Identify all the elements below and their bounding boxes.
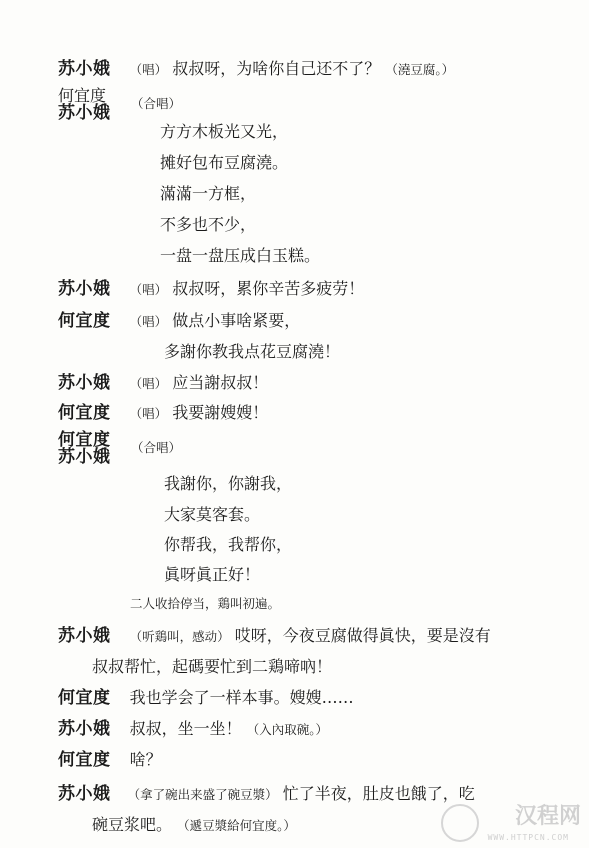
speaker-name: 何宜度 [58,311,111,331]
dialogue-text: 叔叔呀，为啥你自己还不了？ [172,59,381,78]
dialogue-continuation: 叔叔帮忙，起碼要忙到二鶏啼吶！ [92,657,333,676]
dialogue-text: 啥？ [129,750,162,769]
dialogue-row [58,405,268,422]
verse-line: 一盘一盘压成白玉糕。 [160,246,321,265]
stage-note: （唱） [129,376,168,391]
verse-line: 眞呀眞正好！ [164,565,261,584]
dialogue-text: 叔叔，坐一坐！ [129,719,242,738]
dialogue-row [58,628,491,645]
speaker-name: 何宜度 [58,750,111,770]
stage-note: （唱） [129,406,168,421]
stage-direction: （入內取碗。） [246,722,328,737]
verse-line: 摊好包布豆腐澆。 [160,153,289,172]
dialogue-row [58,313,300,330]
dialogue-row [58,752,162,769]
verse-line: 大家莫客套。 [164,505,261,524]
dialogue-row [58,786,475,803]
dialogue-row [58,61,454,78]
dialogue-row [58,281,364,298]
dialogue-text: 哎呀，今夜豆腐做得眞快，要是沒有 [234,626,491,645]
watermark-logo [441,804,479,842]
verse-line: 滿滿一方框， [160,184,257,203]
dialogue-row [58,375,268,392]
speaker-name: 苏小娥 [58,447,111,467]
speaker-name: 苏小娥 [58,279,111,299]
verse-line: 不多也不少， [160,215,257,234]
dialogue-continuation: 碗豆浆吧。 [92,815,173,834]
stage-note: （唱） [129,282,168,297]
stage-note: （合唱） [131,96,182,111]
dialogue-row [92,817,296,833]
speaker-name: 苏小娥 [58,719,111,739]
watermark-url: WWW.HTTPCN.COM [487,833,569,842]
speaker-name: 何宜度 [58,86,107,105]
dialogue-text: 叔叔呀，累你辛苦多疲劳！ [172,279,365,298]
stage-note: （唱） [129,62,168,77]
verse-line: 你帮我，我帮你， [164,535,293,554]
dialogue-row [58,690,354,707]
stage-note: （合唱） [131,440,182,455]
verse-line: 多謝你教我点花豆腐澆！ [164,342,341,361]
dialogue-text: 我也学会了一样本事。嫂嫂…… [129,688,354,707]
dialogue-text: 我要謝嫂嫂！ [172,403,269,422]
speaker-name: 苏小娥 [58,103,111,123]
dialogue-row [58,721,328,738]
speaker-name: 苏小娥 [58,373,111,393]
dialogue-text: 忙了半夜，肚皮也餓了，吃 [282,784,475,803]
verse-line: 我謝你，你謝我， [164,474,293,493]
speaker-name: 何宜度 [58,688,111,708]
dialogue-text: 做点小事啥紧要， [172,311,301,330]
stage-note: （听鶏叫，感动） [129,629,230,644]
stage-direction: （遞豆漿給何宜度。） [177,818,296,833]
speaker-name: 何宜度 [58,430,111,450]
verse-line: 方方木板光又光， [160,122,289,141]
stage-note: （拿了碗出来盛了碗豆漿） [127,787,278,802]
stage-note: （唱） [129,314,168,329]
stage-direction: 二人收拾停当，鶏叫初遍。 [130,596,281,611]
speaker-name: 何宜度 [58,403,111,423]
stage-direction: （澆豆腐。） [385,62,455,77]
speaker-name: 苏小娥 [58,626,111,646]
speaker-name: 苏小娥 [58,784,111,804]
watermark-text: 汉程网 [514,804,581,829]
speaker-name: 苏小娥 [58,59,111,79]
dialogue-text: 应当謝叔叔！ [172,373,269,392]
